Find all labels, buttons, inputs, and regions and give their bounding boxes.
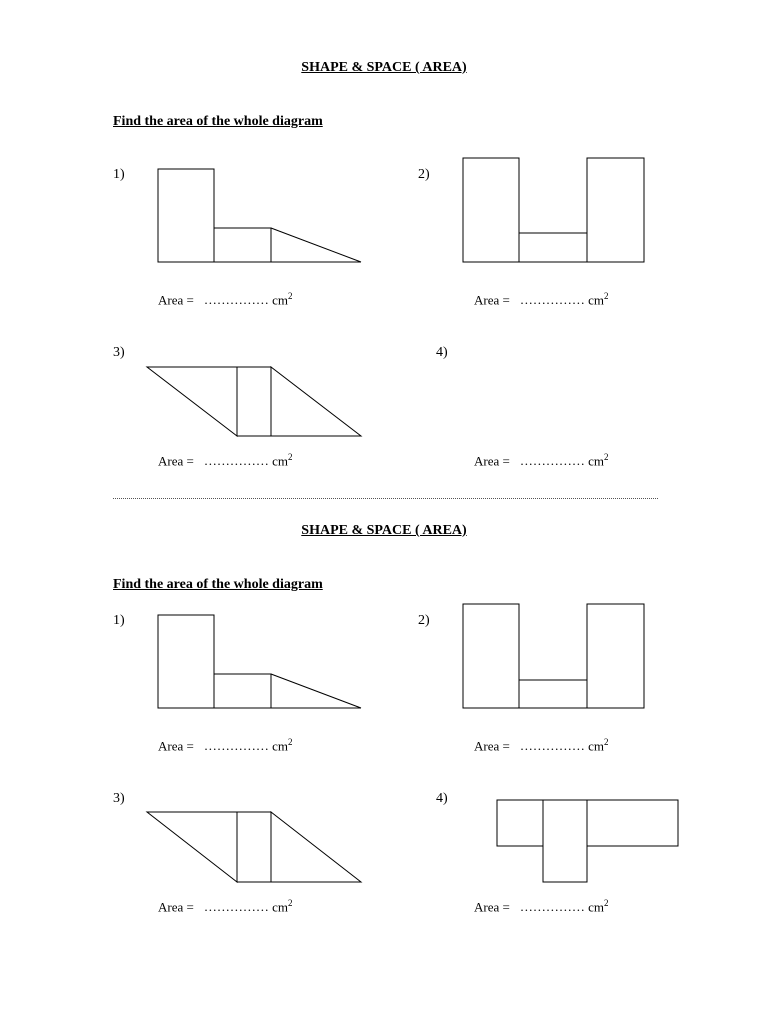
question-number: 2) <box>418 167 430 182</box>
unit: cm <box>272 292 288 308</box>
unit-power: 2 <box>603 291 609 301</box>
answer-blank: …………… <box>519 899 585 915</box>
worksheet-title: SHAPE & SPACE ( AREA) <box>301 523 467 538</box>
unit: cm <box>588 453 604 469</box>
answer-blank: …………… <box>203 453 269 469</box>
unit-power: 2 <box>287 291 293 301</box>
diagram-u-shape <box>463 604 644 708</box>
unit: cm <box>272 453 288 469</box>
area-label: Area = <box>474 453 510 469</box>
question-number: 2) <box>418 613 430 628</box>
unit: cm <box>272 899 288 915</box>
unit-power: 2 <box>287 737 293 747</box>
answer-blank: …………… <box>203 738 269 754</box>
question-number: 1) <box>113 167 125 182</box>
answer-blank: …………… <box>203 899 269 915</box>
area-label: Area = <box>158 292 194 308</box>
area-label: Area = <box>474 738 510 754</box>
answer-blank: …………… <box>519 738 585 754</box>
area-label: Area = <box>158 453 194 469</box>
unit: cm <box>588 738 604 754</box>
unit: cm <box>272 738 288 754</box>
unit-power: 2 <box>603 452 609 462</box>
question-number: 3) <box>113 345 125 360</box>
worksheet-title: SHAPE & SPACE ( AREA) <box>301 60 467 75</box>
area-label: Area = <box>158 899 194 915</box>
question-number: 3) <box>113 791 125 806</box>
unit: cm <box>588 292 604 308</box>
diagram-l-shape-with-triangle <box>158 169 361 262</box>
unit-power: 2 <box>603 737 609 747</box>
question-number: 4) <box>436 345 448 360</box>
instruction-text: Find the area of the whole diagram <box>113 114 323 129</box>
unit: cm <box>588 899 604 915</box>
answer-blank: …………… <box>203 292 269 308</box>
question-number: 4) <box>436 791 448 806</box>
diagram-t-shape <box>497 800 678 882</box>
area-label: Area = <box>158 738 194 754</box>
diagram-triangles-and-rectangle <box>147 812 361 882</box>
area-label: Area = <box>474 292 510 308</box>
diagram-u-shape <box>463 158 644 262</box>
diagram-triangles-and-rectangle <box>147 367 361 436</box>
area-label: Area = <box>474 899 510 915</box>
unit-power: 2 <box>287 452 293 462</box>
diagram-l-shape-with-triangle <box>158 615 361 708</box>
unit-power: 2 <box>287 898 293 908</box>
instruction-text: Find the area of the whole diagram <box>113 577 323 592</box>
unit-power: 2 <box>603 898 609 908</box>
answer-blank: …………… <box>519 453 585 469</box>
answer-blank: …………… <box>519 292 585 308</box>
question-number: 1) <box>113 613 125 628</box>
